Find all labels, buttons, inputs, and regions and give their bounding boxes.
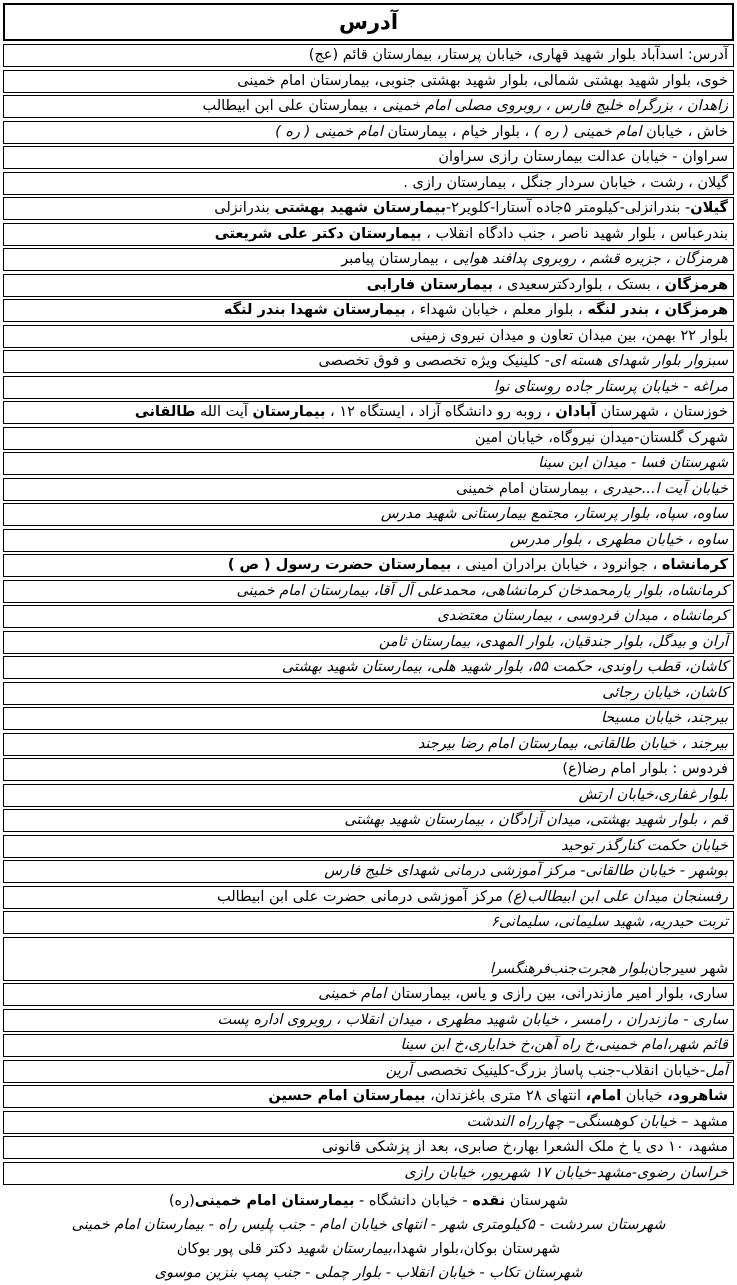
address-text: خوزستان ، شهرستان xyxy=(596,404,728,420)
address-text: بوشهر - خیابان طالقانی- مرکز آموزشی درمانی شهدای خلیج فارس xyxy=(324,863,728,879)
table-row xyxy=(3,350,734,373)
address-text: بلوار ۲۲ بهمن، بین میدان تعاون و میدان نیروی زمینی xyxy=(409,327,728,344)
table-row xyxy=(3,580,734,603)
address-text: شهرستان فسا - میدان ابن سینا xyxy=(538,455,728,471)
address-text: آدرس: اسدآباد بلوار شهید قهاری، خیابان پرستار، بیمارستان قائم (عج) xyxy=(308,47,728,63)
address-text: گیلان ، رشت ، خیابان سردار جنگل ، بیمارستان رازی . xyxy=(403,174,728,191)
table-row xyxy=(3,1060,734,1083)
address-text: بیرجند، خیابان مسیحا xyxy=(601,710,728,726)
table-row xyxy=(3,146,734,169)
address-text: ، بیمارستان علی ابن ابیطالب xyxy=(202,98,378,114)
address-text: بیمارستان شهید بهشتی xyxy=(274,200,446,216)
address-text: ، روبه رو دانشگاه آزاد ، ایستگاه ۱۲ ، xyxy=(325,404,556,420)
address-text: شهرستان تکاب - خیابان انقلاب - بلوار چملی - جنب پمپ بنزین موسوی xyxy=(154,1264,583,1281)
address-text: سبزوار بلوار شهدای هسته ای- xyxy=(544,353,728,369)
address-text: شهرک گلستان-میدان نیروگاه، خیابان امین xyxy=(474,429,728,446)
address-text: طالقانی xyxy=(134,404,196,420)
table-row xyxy=(3,172,734,195)
footer-line xyxy=(0,1261,737,1285)
table-row xyxy=(3,1009,734,1032)
table-row xyxy=(3,503,734,526)
address-text: (ره) xyxy=(168,1192,195,1209)
address-text: کرمانشاه، بلوار یارمحمدخان کرمانشاهی، محمدعلی آل آقا، بیمارستان امام خمینی xyxy=(236,582,728,599)
table-row xyxy=(3,983,734,1006)
table-row xyxy=(3,682,734,705)
table-row xyxy=(3,707,734,730)
address-text: مشهد – xyxy=(676,1113,728,1130)
footer-address-lines xyxy=(0,1189,737,1285)
address-text: سراوان - خیابان عدالت بیمارستان رازی سراوان xyxy=(438,149,728,165)
address-text: بیمارستان فارابی xyxy=(366,276,494,293)
address-text: خاش ، خیابان xyxy=(641,123,728,140)
table-row xyxy=(3,325,734,348)
address-text: امام خمینی ( ره ) xyxy=(533,123,642,140)
table-row xyxy=(3,1085,734,1108)
table-header: آدرس xyxy=(3,3,734,41)
address-text: انتهای ۲۸ متری باغزندان، xyxy=(425,1088,586,1104)
address-text: آران و بیدگل، بلوار جندقیان، بلوار المهدی، بیمارستان ثامن xyxy=(378,633,728,650)
address-text: جنب xyxy=(549,960,578,977)
address-text: کرمانشاه ، میدان فردوسی ، بیمارستان معتضدی xyxy=(437,608,728,624)
table-row xyxy=(3,656,734,679)
table-row xyxy=(3,809,734,832)
address-text: - بندرانزلی-کیلومتر ۵جاده آستارا-کلویر۲- xyxy=(445,200,691,216)
address-text: شهر سیرجان xyxy=(648,960,728,977)
address-text: ، بیمارستان امام خمینی xyxy=(456,480,603,497)
address-text: بیمارستان شهید xyxy=(296,1240,392,1257)
table-row xyxy=(3,631,734,654)
table-row xyxy=(3,427,734,450)
address-text: مراغه - خیابان پرستار جاده روستای نوا xyxy=(493,378,728,395)
table-row xyxy=(3,911,734,934)
address-text: آرین xyxy=(385,1062,412,1079)
address-text: بندرعباس ، بلوار شهید ناصر ، جنب دادگاه انقلاب ، xyxy=(421,225,728,242)
address-text: هرمزگان xyxy=(664,276,728,293)
table-row xyxy=(3,937,734,981)
table-row xyxy=(3,376,734,399)
address-text: فردوس : بلوار امام رضا(ع) xyxy=(562,761,728,777)
table-row xyxy=(3,733,734,756)
address-text: رفسنجان میدان علی ابن ابیطالب(ع) xyxy=(507,888,728,905)
address-text: آیت الله xyxy=(195,404,253,420)
address-text: ساری - مازندران ، رامسر ، خیابان شهید مطهری ، میدان انقلاب ، روبروی اداره پست xyxy=(217,1011,728,1028)
address-text: هرمزگان ، جزیره قشم ، روبروی پدافند هوایی xyxy=(447,251,728,267)
table-row xyxy=(3,1034,734,1057)
table-row xyxy=(3,274,734,297)
address-text: - خیابان دانشگاه - xyxy=(354,1192,473,1209)
address-text: بیمارستان امام خمینی xyxy=(194,1192,355,1209)
table-row xyxy=(3,478,734,501)
address-text: شهرستان سردشت - ۵کیلومتری شهر - انتهای خیابان امام - جنب پلیس راه - بیمارستان امام خمینی xyxy=(71,1216,666,1233)
footer-line xyxy=(0,1189,737,1213)
table-row xyxy=(3,44,734,67)
table-row xyxy=(3,299,734,322)
footer-line xyxy=(0,1213,737,1237)
address-text: خوی، بلوار شهید بهشتی شمالی، بلوار شهید بهشتی جنوبی، بیمارستان امام خمینی xyxy=(237,72,728,89)
address-text: ، بلوار معلم ، خیابان شهداء ، xyxy=(405,302,588,318)
address-text: بلوار غفاری،خیابان ارتش xyxy=(578,786,728,803)
address-table xyxy=(3,3,734,1185)
address-text: ، بستک ، بلواردکترسعیدی ، xyxy=(493,276,665,293)
address-text: ساوه ، خیابان مطهری ، بلوار مدرس xyxy=(509,531,728,548)
address-text: کاشان، خیابان رجائی xyxy=(602,684,728,701)
address-text: تربت حیدریه، شهید سلیمانی، سلیمانی۶ xyxy=(491,914,728,930)
address-text: بیرجند ، خیابان طالقانی، بیمارستان امام رضا بیرجند xyxy=(417,735,728,752)
address-text: قائم شهر،امام خمینی،خ راه آهن،خ خدایاری،خ ابن سینا xyxy=(400,1037,728,1053)
address-text: ، جوانرود ، خیابان برادران امینی ، xyxy=(451,557,662,573)
table-row xyxy=(3,1162,734,1185)
address-text: امام خمینی ( ره ) xyxy=(275,123,383,140)
address-text: فرهنگسرا xyxy=(489,960,550,977)
address-text: خیابان آیت ا...حیدری xyxy=(602,480,728,497)
table-row xyxy=(3,1136,734,1159)
address-text: قم ، بلوار شهید بهشتی، میدان آزادگان ، بیمارستان شهید بهشتی xyxy=(344,812,728,828)
address-text: ، بلوار خیام ، بیمارستان xyxy=(382,123,534,140)
table-row xyxy=(3,835,734,858)
address-text: امام، xyxy=(585,1088,622,1104)
address-text: دکتر قلی پور بوکان xyxy=(176,1240,297,1257)
address-text: شهرستان بوکان،بلوار شهدا، xyxy=(391,1240,561,1257)
address-text: کاشان، قطب راوندی، حکمت ۵۵، بلوار شهید هلی، بیمارستان شهید بهشتی xyxy=(281,659,728,675)
address-text: شاهرود، xyxy=(667,1088,728,1104)
table-row xyxy=(3,784,734,807)
address-text: کلینیک ویژه تخصصی و فوق تخصصی xyxy=(318,353,545,369)
address-text: خیابان xyxy=(621,1088,668,1104)
address-text: امام خمینی xyxy=(318,986,387,1002)
table-row xyxy=(3,554,734,577)
table-row xyxy=(3,529,734,552)
address-text: خراسان رضوی-مشهد-خیابان ۱۷ شهریور، خیابان رازی xyxy=(404,1164,728,1181)
table-row xyxy=(3,758,734,781)
address-text: ساوه، سپاه، بلوار پرستار، مجتمع بیمارستانی شهید مدرس xyxy=(380,506,728,522)
table-row xyxy=(3,70,734,93)
address-text: بندرانزلی xyxy=(214,200,275,216)
address-text: آبادان xyxy=(555,404,597,420)
table-row xyxy=(3,121,734,144)
table-row xyxy=(3,197,734,220)
address-text: نقده xyxy=(472,1192,506,1209)
table-row xyxy=(3,95,734,118)
table-row xyxy=(3,452,734,475)
address-text: ساری، بلوار امیر مازندرانی، بین رازی و یاس، بیمارستان xyxy=(386,986,728,1002)
address-text: -خیابان انقلاب-جنب پاساژ بزرگ-کلینیک تخصصی xyxy=(411,1062,706,1079)
address-text: بیمارستان امام حسین xyxy=(268,1088,426,1104)
address-text: کرمانشاه xyxy=(661,557,728,573)
address-text: خیابان حکمت کنارگذر توحید xyxy=(561,837,728,854)
table-row xyxy=(3,605,734,628)
table-body xyxy=(3,44,734,1185)
address-text: زاهدان ، بزرگراه خلیج فارس ، روبروی مصلی امام خمینی xyxy=(377,98,728,114)
address-text: مرکز آموزشی درمانی حضرت علی ابن ابیطالب xyxy=(216,888,508,905)
table-row xyxy=(3,248,734,271)
address-text: ، بیمارستان پیامبر xyxy=(341,251,448,267)
address-text: آمل xyxy=(705,1062,728,1079)
address-text: شهرستان xyxy=(505,1192,569,1209)
address-text: بلوار هجرت xyxy=(577,960,648,977)
address-text: بیمارستان شهدا بندر لنگه xyxy=(223,302,406,318)
address-text: هرمزگان ، بندر لنگه xyxy=(587,302,728,318)
footer-line xyxy=(0,1237,737,1261)
address-text: بیمارستان حضرت رسول ( ص ) xyxy=(227,557,452,573)
table-row xyxy=(3,223,734,246)
table-row xyxy=(3,401,734,424)
address-text: گیلان xyxy=(690,200,728,216)
table-row xyxy=(3,860,734,883)
address-text: بیمارستان دکتر علی شریعتی xyxy=(214,225,422,242)
table-row xyxy=(3,886,734,909)
table-row xyxy=(3,1111,734,1134)
address-text: بیمارستان xyxy=(252,404,326,420)
address-text: مشهد، ۱۰ دی یا خ ملک الشعرا بهار،خ صابری، بعد از پزشکی قانونی xyxy=(321,1139,728,1155)
address-text: خیابان کوهسنگی– چهارراه الندشت xyxy=(466,1113,677,1130)
